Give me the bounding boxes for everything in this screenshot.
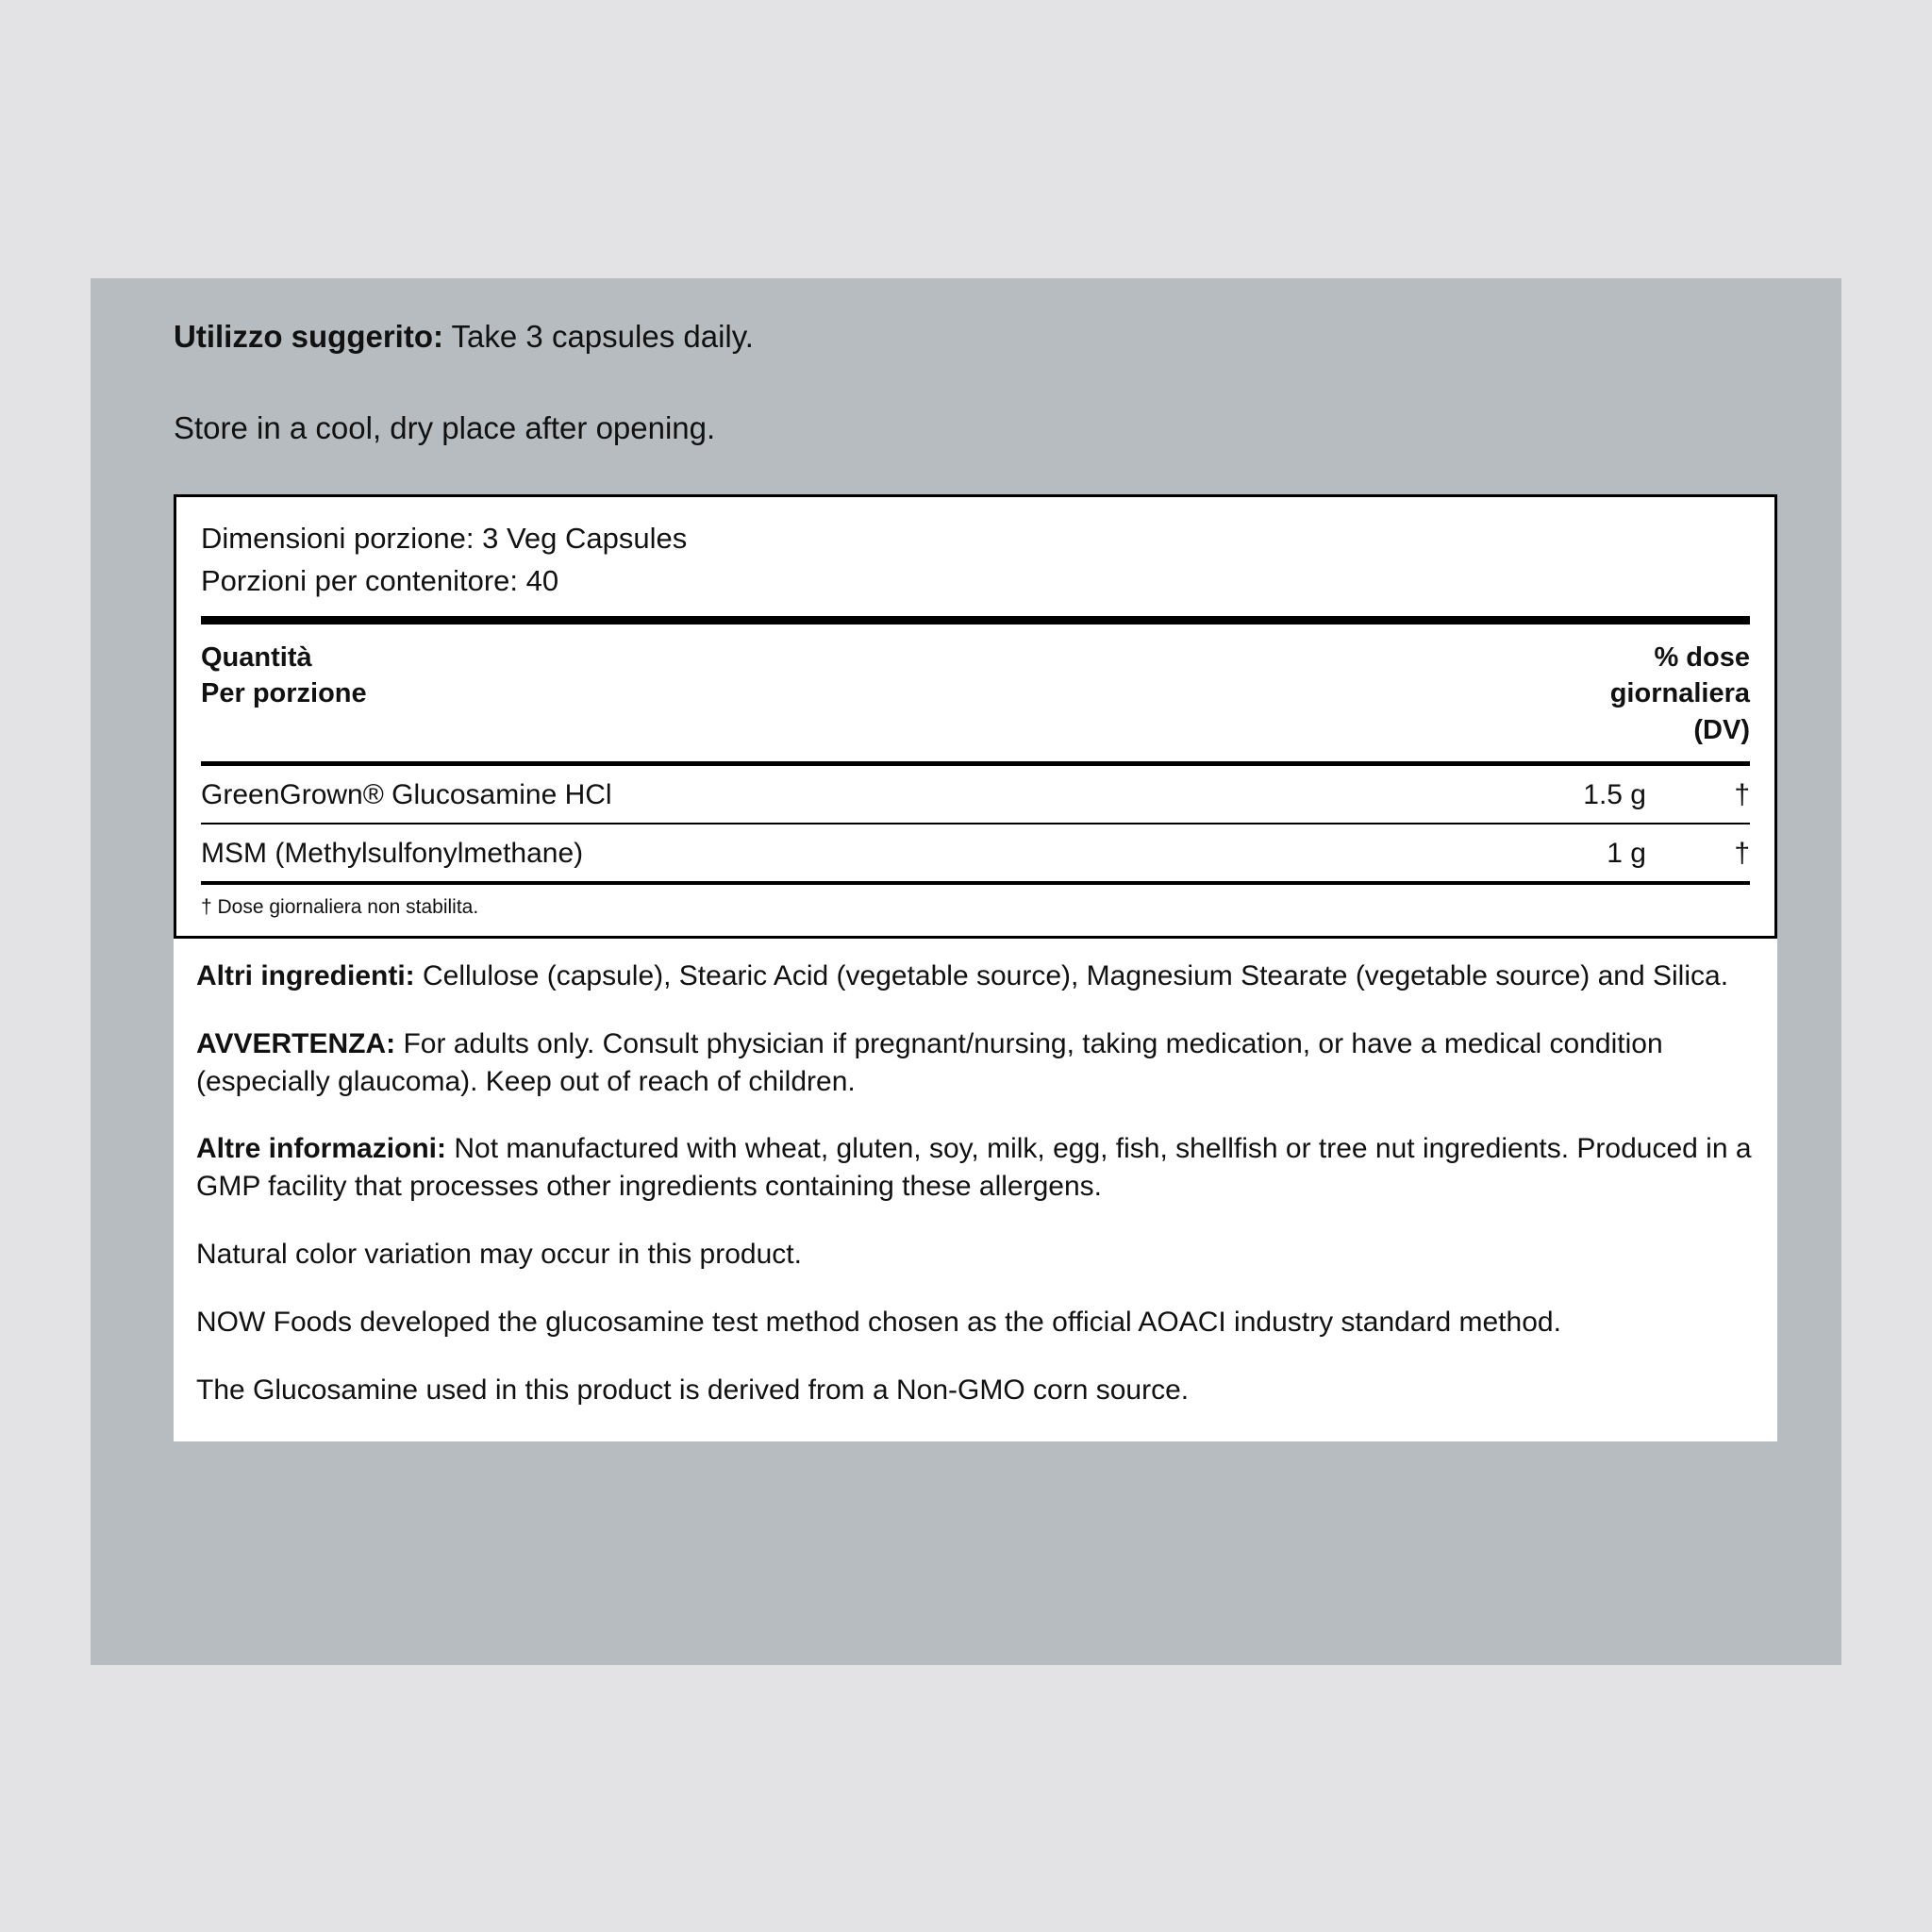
- warning: [196, 1025, 1755, 1101]
- nutrient-amount: 1 g: [1401, 824, 1646, 883]
- facts-header-row: [201, 640, 1750, 748]
- suggested-usage-label: Utilizzo suggerito:: [174, 319, 443, 354]
- note-non-gmo: The Glucosamine used in this product is derived from a Non-GMO corn source.: [196, 1374, 1190, 1406]
- suggested-usage: [174, 316, 1777, 358]
- nutrient-daily-value: †: [1646, 766, 1750, 824]
- divider-thick: [201, 616, 1750, 625]
- note-test-method: NOW Foods developed the glucosamine test method chosen as the official AOACI industry standard method.: [196, 1307, 1561, 1339]
- nutrient-daily-value: †: [1646, 824, 1750, 883]
- daily-value-line1: % dose: [1654, 641, 1750, 673]
- supplement-facts-box: [174, 494, 1777, 939]
- note-color-variation: Natural color variation may occur in this product.: [196, 1239, 802, 1271]
- storage-instructions: Store in a cool, dry place after opening.: [174, 409, 716, 445]
- nutrient-table: [201, 766, 1750, 885]
- servings-per-container: Porzioni per contenitore: 40: [201, 564, 559, 598]
- other-ingredients-label: Altri ingredienti:: [196, 959, 415, 991]
- label-content: [174, 316, 1777, 1441]
- daily-value-footnote: † Dose giornaliera non stabilita.: [201, 895, 479, 918]
- label-panel: [91, 278, 1841, 1665]
- other-information-text: Not manufactured with wheat, gluten, soy, milk, egg, fish, shellfish or tree nut ingredients. Produced in a GMP facility that processes other ingredients containing these allergens.: [196, 1133, 1752, 1203]
- nutrient-name: GreenGrown® Glucosamine HCl: [201, 766, 1401, 824]
- additional-info-block: [174, 939, 1777, 1441]
- warning-text: For adults only. Consult physician if pregnant/nursing, taking medication, or have a medical condition (especially glaucoma). Keep out of reach of children.: [196, 1027, 1663, 1097]
- other-information: [196, 1130, 1755, 1206]
- facts-header-left: [201, 640, 367, 712]
- warning-label: AVVERTENZA:: [196, 1027, 396, 1059]
- suggested-usage-text: Take 3 capsules daily.: [442, 319, 754, 354]
- other-ingredients: [196, 958, 1755, 995]
- table-row: [201, 824, 1750, 883]
- other-ingredients-text: Cellulose (capsule), Stearic Acid (vegetable source), Magnesium Stearate (vegetable source) and Silica.: [414, 959, 1729, 991]
- nutrient-amount: 1.5 g: [1401, 766, 1646, 824]
- amount-per-serving-line2: Per porzione: [201, 678, 367, 709]
- other-information-label: Altre informazioni:: [196, 1133, 447, 1165]
- daily-value-line3: (DV): [1693, 714, 1750, 745]
- table-row: [201, 766, 1750, 824]
- serving-size: Dimensioni porzione: 3 Veg Capsules: [201, 522, 688, 556]
- nutrient-name: MSM (Methylsulfonylmethane): [201, 824, 1401, 883]
- facts-header-right: [1495, 640, 1750, 748]
- amount-per-serving-line1: Quantità: [201, 641, 312, 673]
- daily-value-line2: giornaliera: [1609, 678, 1750, 709]
